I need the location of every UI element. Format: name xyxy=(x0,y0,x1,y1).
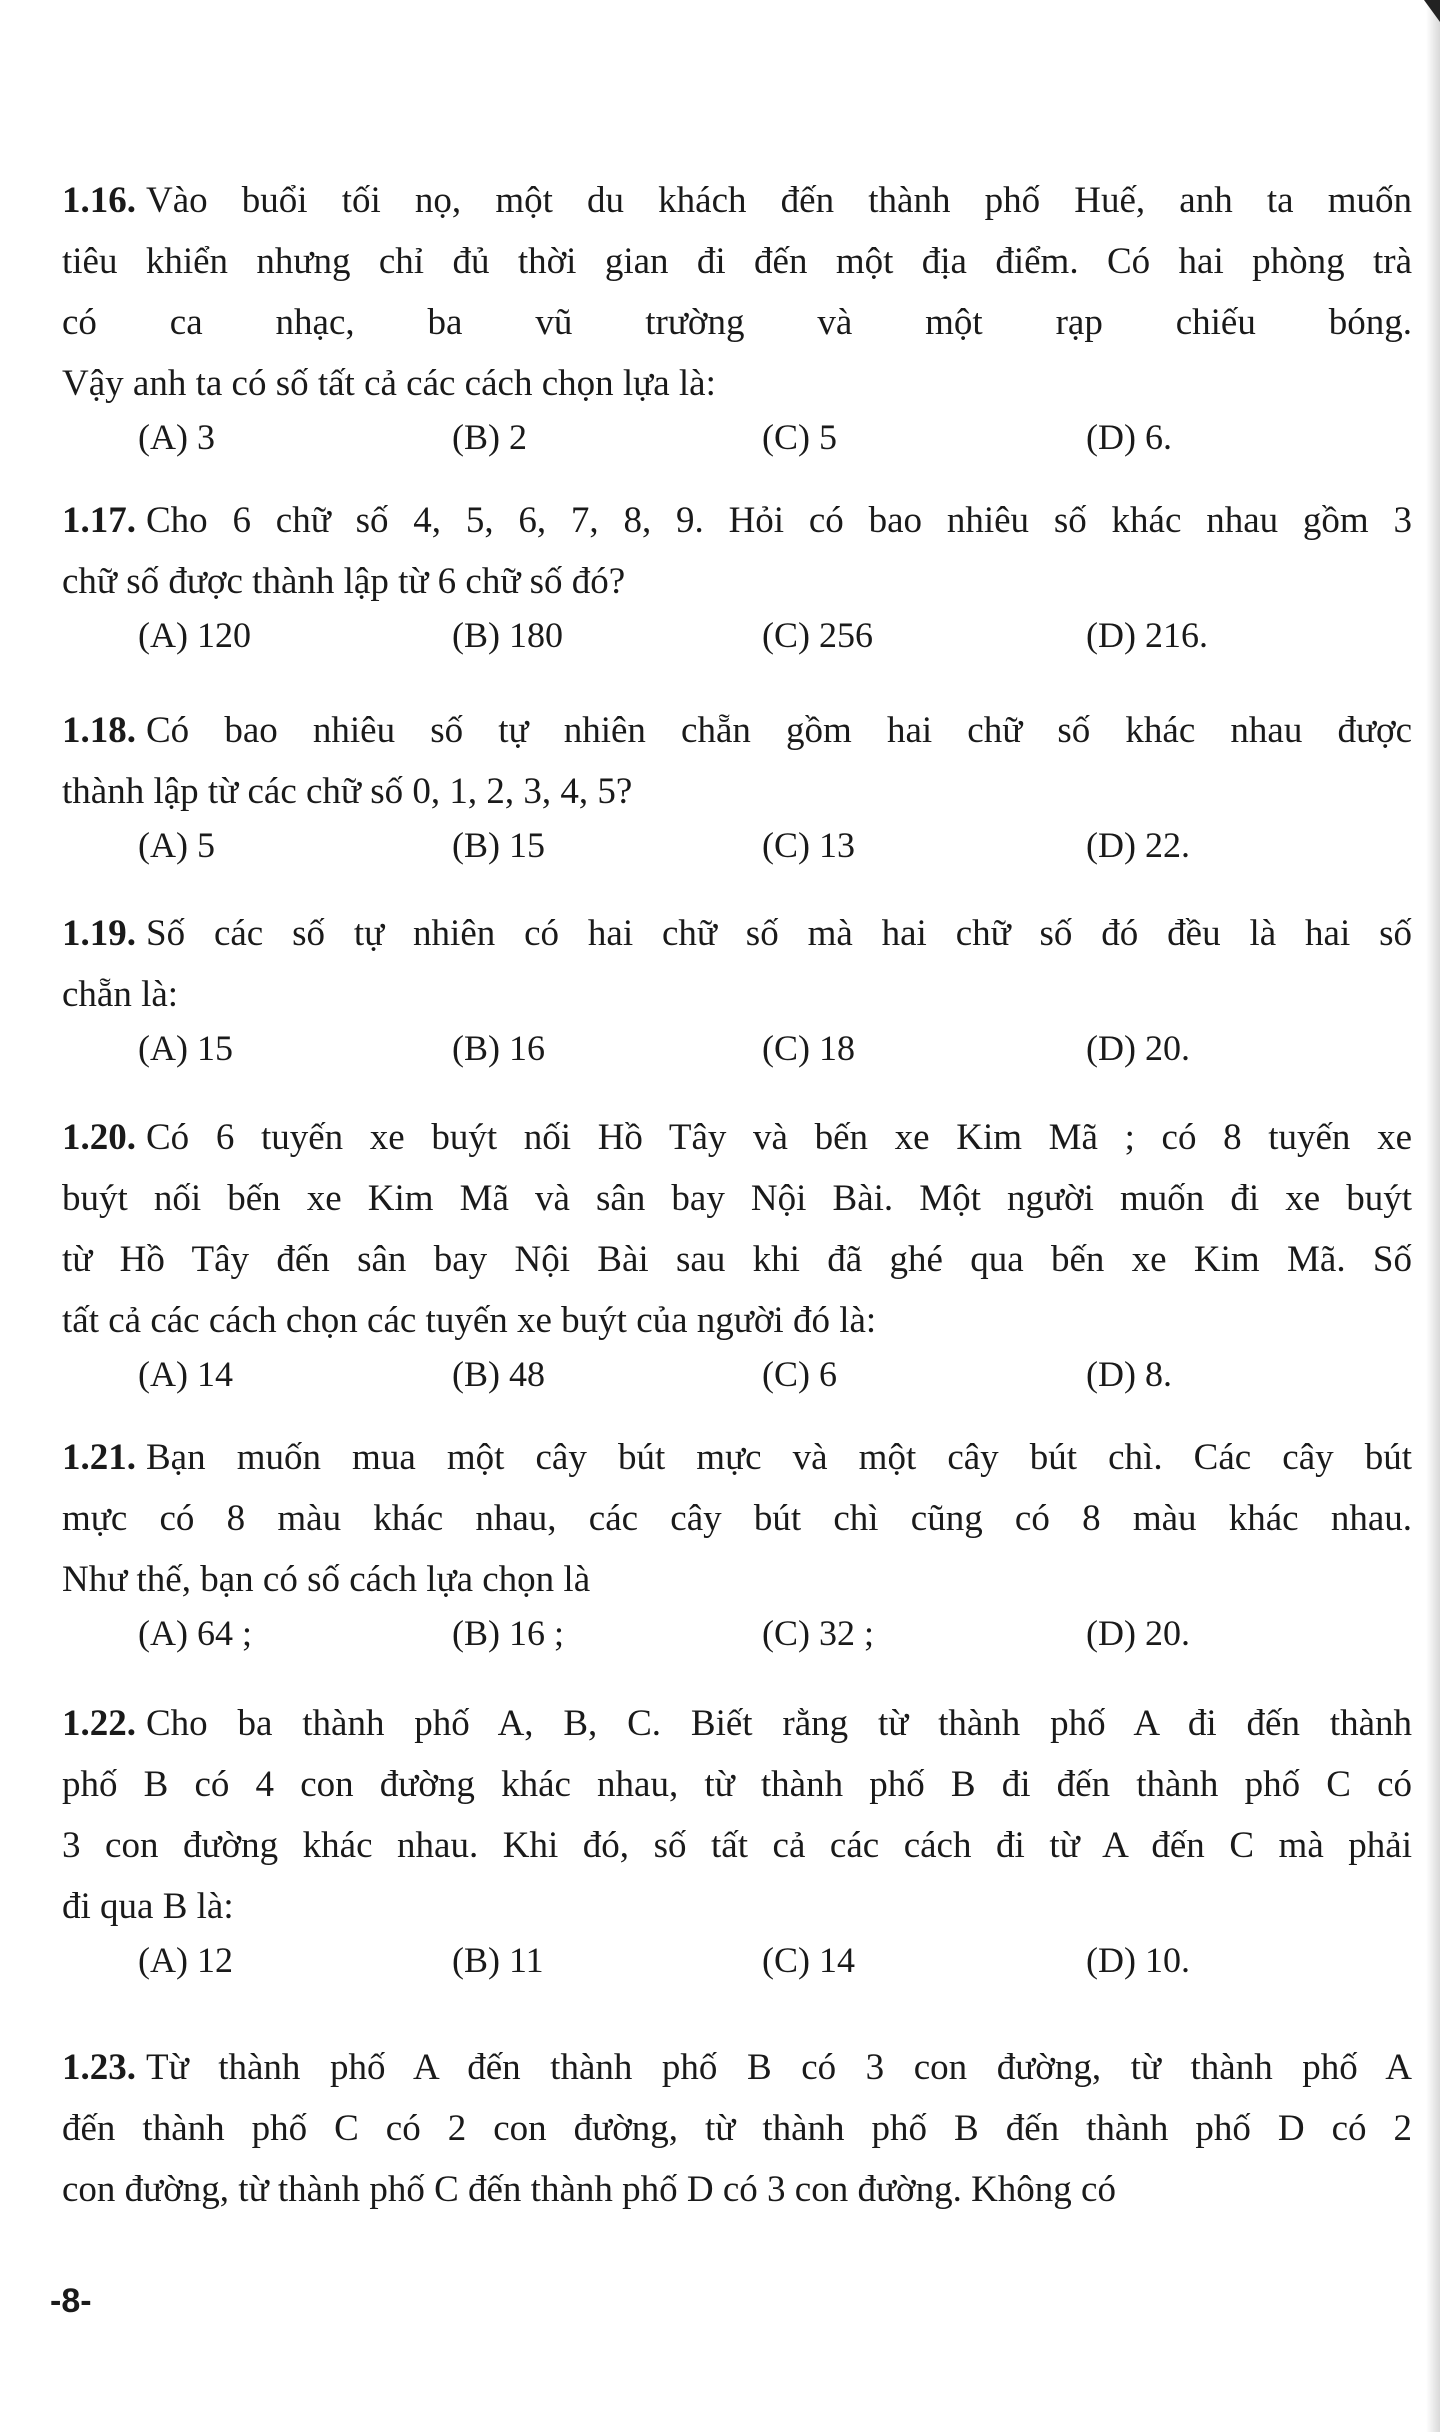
page-number: -8- xyxy=(50,2282,92,2320)
problem-text: đi qua B là: xyxy=(62,1886,234,1927)
option-c: (C) 14 xyxy=(762,1940,855,1980)
problem-text: có ca nhạc, ba vũ trường và một rạp chiếu bóng. xyxy=(62,302,1412,343)
problem-text: Vào buổi tối nọ, một du khách đến thành phố Huế, anh ta muốn xyxy=(146,180,1412,221)
option-c: (C) 18 xyxy=(762,1028,855,1068)
problem-number: 1.20. xyxy=(62,1117,136,1158)
problem-text: Có 6 tuyến xe buýt nối Hồ Tây và bến xe Kim Mã ; có 8 tuyến xe xyxy=(146,1117,1412,1158)
problem-text-line xyxy=(62,1815,1412,1876)
problem-text-line xyxy=(62,170,1412,231)
problem-text-line xyxy=(62,2159,1412,2220)
option-d: (D) 216. xyxy=(1086,615,1208,655)
option-a: (A) 15 xyxy=(138,1028,233,1068)
page-edge-shadow xyxy=(1426,0,1440,2432)
problem-text: tiêu khiển nhưng chỉ đủ thời gian đi đến một địa điểm. Có hai phòng trà xyxy=(62,241,1412,282)
problem-number: 1.22. xyxy=(62,1703,136,1744)
answer-options xyxy=(62,1612,1412,1670)
option-a: (A) 120 xyxy=(138,615,251,655)
option-d: (D) 20. xyxy=(1086,1028,1190,1068)
option-d: (D) 22. xyxy=(1086,825,1190,865)
problem-text-line xyxy=(62,1876,1412,1937)
problem-text: Cho 6 chữ số 4, 5, 6, 7, 8, 9. Hỏi có bao nhiêu số khác nhau gồm 3 xyxy=(146,500,1412,541)
problem-text-line xyxy=(62,1549,1412,1610)
answer-options xyxy=(62,1353,1412,1411)
problem-1-18 xyxy=(62,700,1412,882)
option-a: (A) 12 xyxy=(138,1940,233,1980)
option-c: (C) 6 xyxy=(762,1354,837,1394)
answer-options xyxy=(62,614,1412,672)
problem-text-line xyxy=(62,700,1412,761)
problem-text-line xyxy=(62,1693,1412,1754)
problem-text-line xyxy=(62,964,1412,1025)
problem-text-line xyxy=(62,2098,1412,2159)
answer-options xyxy=(62,1939,1412,1997)
option-a: (A) 3 xyxy=(138,417,215,457)
problem-text-line xyxy=(62,903,1412,964)
problem-1-20 xyxy=(62,1107,1412,1411)
answer-options xyxy=(62,416,1412,474)
option-c: (C) 256 xyxy=(762,615,873,655)
answer-options xyxy=(62,824,1412,882)
problem-text: phố B có 4 con đường khác nhau, từ thành phố B đi đến thành phố C có xyxy=(62,1764,1412,1805)
option-d: (D) 10. xyxy=(1086,1940,1190,1980)
problem-1-21 xyxy=(62,1427,1412,1670)
option-a: (A) 14 xyxy=(138,1354,233,1394)
option-b: (B) 180 xyxy=(452,615,563,655)
problem-1-22 xyxy=(62,1693,1412,1997)
option-a: (A) 64 ; xyxy=(138,1613,252,1653)
problem-text-line xyxy=(62,1488,1412,1549)
problem-text-line xyxy=(62,551,1412,612)
option-c: (C) 13 xyxy=(762,825,855,865)
problem-text-line xyxy=(62,1427,1412,1488)
problem-text-line xyxy=(62,761,1412,822)
problem-text-line xyxy=(62,1168,1412,1229)
problem-text-line xyxy=(62,1290,1412,1351)
problem-number: 1.19. xyxy=(62,913,136,954)
problem-text: thành lập từ các chữ số 0, 1, 2, 3, 4, 5? xyxy=(62,771,633,812)
problem-text-line xyxy=(62,1107,1412,1168)
answer-options xyxy=(62,1027,1412,1085)
problem-text: từ Hồ Tây đến sân bay Nội Bài sau khi đã ghé qua bến xe Kim Mã. Số xyxy=(62,1239,1412,1280)
option-b: (B) 11 xyxy=(452,1940,544,1980)
problem-text: tất cả các cách chọn các tuyến xe buýt của người đó là: xyxy=(62,1300,877,1341)
problem-text: Số các số tự nhiên có hai chữ số mà hai chữ số đó đều là hai số xyxy=(146,913,1412,954)
problem-text-line xyxy=(62,490,1412,551)
option-b: (B) 48 xyxy=(452,1354,545,1394)
problem-text: Vậy anh ta có số tất cả các cách chọn lựa là: xyxy=(62,363,716,404)
problem-text: chữ số được thành lập từ 6 chữ số đó? xyxy=(62,561,626,602)
problem-text: 3 con đường khác nhau. Khi đó, số tất cả các cách đi từ A đến C mà phải xyxy=(62,1825,1412,1866)
problem-text: con đường, từ thành phố C đến thành phố D có 3 con đường. Không có xyxy=(62,2169,1116,2210)
problem-text-line xyxy=(62,2037,1412,2098)
option-b: (B) 2 xyxy=(452,417,527,457)
problem-number: 1.17. xyxy=(62,500,136,541)
problem-text: Có bao nhiêu số tự nhiên chẵn gồm hai chữ số khác nhau được xyxy=(146,710,1412,751)
option-c: (C) 5 xyxy=(762,417,837,457)
problem-text-line xyxy=(62,1754,1412,1815)
problem-text: Như thế, bạn có số cách lựa chọn là xyxy=(62,1559,591,1600)
problem-text: Cho ba thành phố A, B, C. Biết rằng từ thành phố A đi đến thành xyxy=(146,1703,1412,1744)
option-d: (D) 8. xyxy=(1086,1354,1172,1394)
problem-text: buýt nối bến xe Kim Mã và sân bay Nội Bài. Một người muốn đi xe buýt xyxy=(62,1178,1412,1219)
option-b: (B) 16 xyxy=(452,1028,545,1068)
problem-text: Bạn muốn mua một cây bút mực và một cây bút chì. Các cây bút xyxy=(146,1437,1412,1478)
problem-number: 1.16. xyxy=(62,180,136,221)
problem-1-19 xyxy=(62,903,1412,1085)
problem-text: chẵn là: xyxy=(62,974,179,1015)
problem-text: mực có 8 màu khác nhau, các cây bút chì cũng có 8 màu khác nhau. xyxy=(62,1498,1412,1539)
problem-text-line xyxy=(62,231,1412,292)
option-d: (D) 6. xyxy=(1086,417,1172,457)
problem-text-line xyxy=(62,292,1412,353)
option-a: (A) 5 xyxy=(138,825,215,865)
problem-text-line xyxy=(62,1229,1412,1290)
problem-1-23 xyxy=(62,2037,1412,2220)
option-b: (B) 16 ; xyxy=(452,1613,564,1653)
problem-number: 1.21. xyxy=(62,1437,136,1478)
option-b: (B) 15 xyxy=(452,825,545,865)
problem-text: Từ thành phố A đến thành phố B có 3 con đường, từ thành phố A xyxy=(146,2047,1412,2088)
option-d: (D) 20. xyxy=(1086,1613,1190,1653)
problem-number: 1.18. xyxy=(62,710,136,751)
problem-number: 1.23. xyxy=(62,2047,136,2088)
problem-text: đến thành phố C có 2 con đường, từ thành phố B đến thành phố D có 2 xyxy=(62,2108,1412,2149)
problem-text-line xyxy=(62,353,1412,414)
problem-1-17 xyxy=(62,490,1412,672)
problem-1-16 xyxy=(62,170,1412,474)
corner-mark xyxy=(1424,0,1440,22)
option-c: (C) 32 ; xyxy=(762,1613,874,1653)
